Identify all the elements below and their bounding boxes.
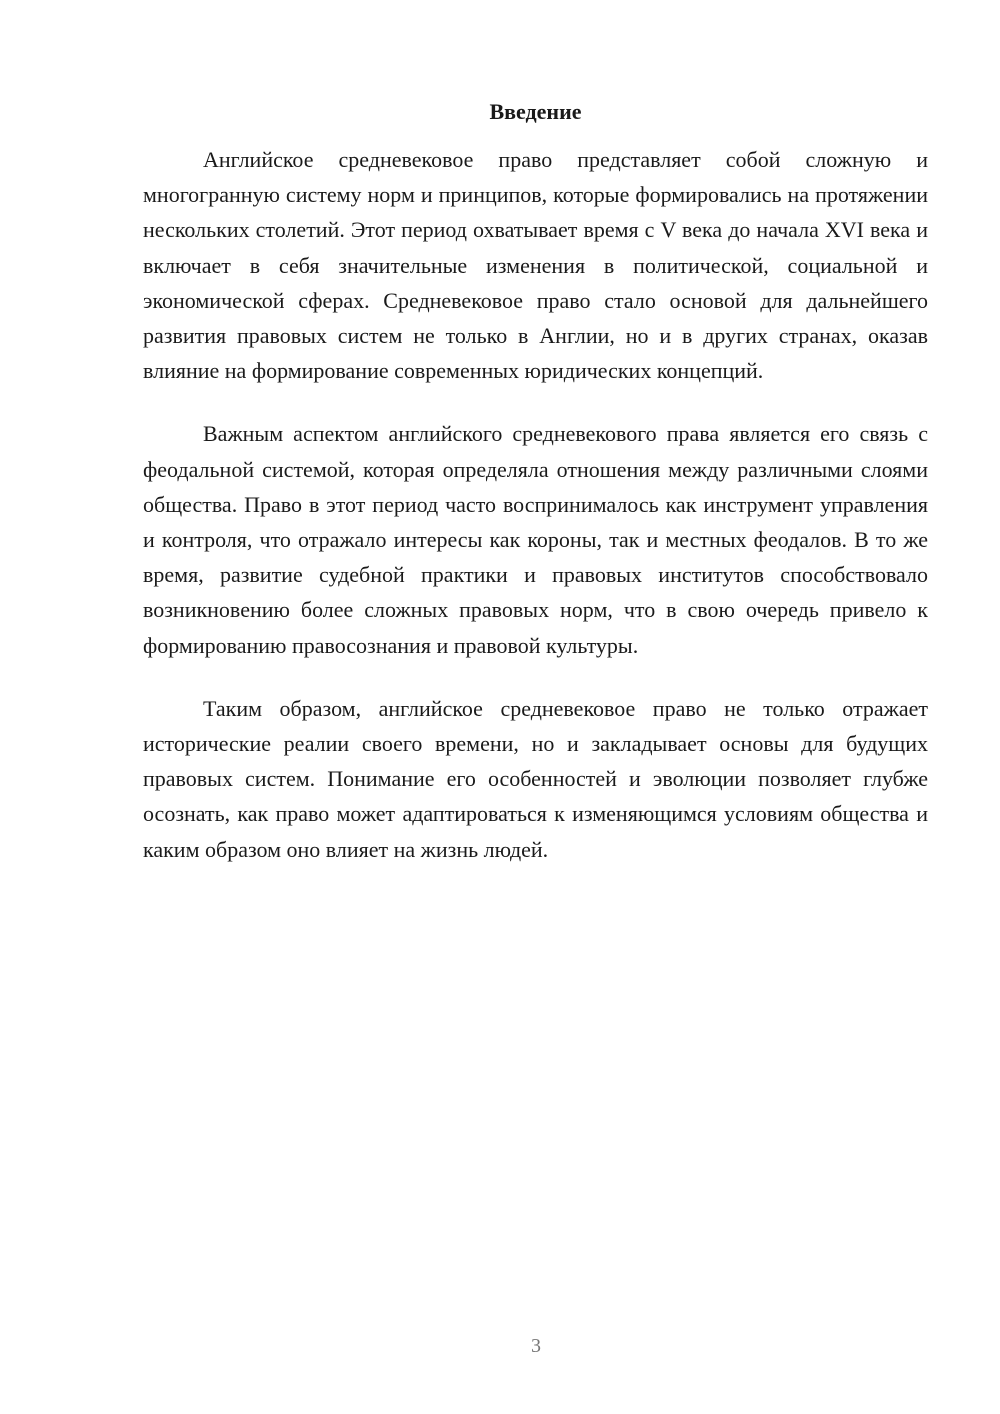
paragraph-3: Таким образом, английское средневековое право не только отражает исторические реалии своего времени, но и закладывает основы для будущих правовых систем. Понимание его особенностей и эволюции позволяет глубже осознать, как право может адаптироваться к изменяющимся условиям общества и каким образом оно влияет на жизнь людей. bbox=[143, 695, 928, 862]
section-heading: Введение bbox=[489, 99, 582, 124]
body-text bbox=[143, 142, 928, 895]
paragraph-2: Важным аспектом английского средневекового права является его связь с феодальной системой, которая определяла отношения между различными слоями общества. Право в этот период часто воспринималось как инструмент управления и контроля, что отражало интересы как короны, так и местных феодалов. В то же время, развитие судебной практики и правовых институтов способствовало возникновению более сложных правовых норм, что в свою очередь привело к формированию правосознания и правовой культуры. bbox=[143, 421, 928, 658]
paragraph-1: Английское средневековое право представляет собой сложную и многогранную систему норм и принципов, которые формировались на протяжении нескольких столетий. Этот период охватывает время с V века до начала XVI века и включает в себя значительные изменения в политической, социальной и экономической сферах. Средневековое право стало основой для дальнейшего развития правовых систем не только в Англии, но и в других странах, оказав влияние на формирование современных юридических концепций. bbox=[143, 147, 928, 384]
page-number: 3 bbox=[531, 1335, 541, 1357]
